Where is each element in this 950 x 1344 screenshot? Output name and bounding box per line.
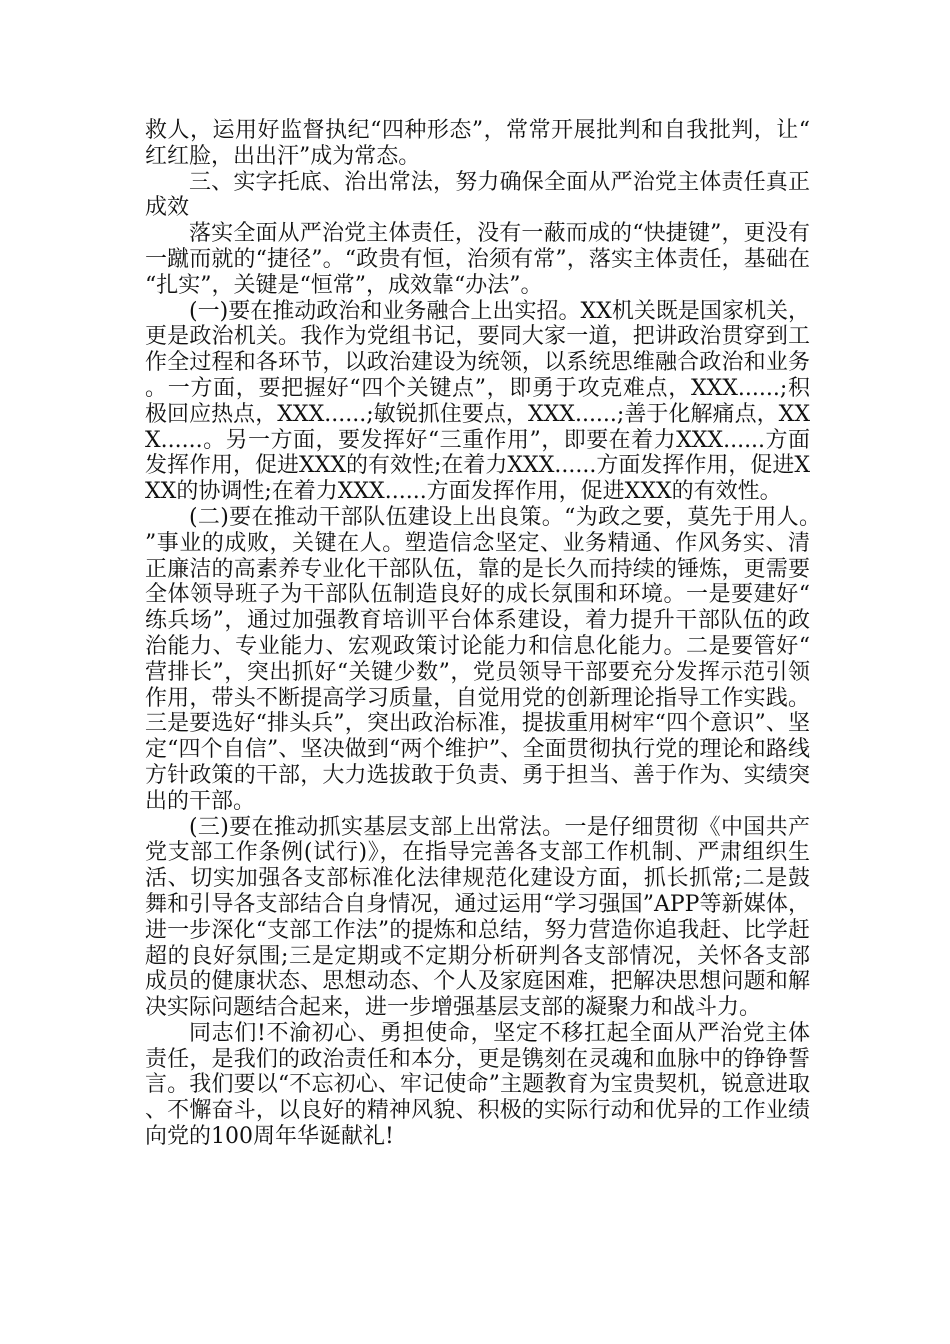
paragraph-point-3: (三)要在推动抓实基层支部上出常法。一是仔细贯彻《中国共产党支部工作条例(试行)》，在指导完善各支部工作机制、严肃组织生活、切实加强各支部标准化法律规范化建设方面，抓长抓常;二是鼓舞和引导各支部结合自身情况，通过运用“学习强国”APP等新媒体，进一步深化“支部工作法”的提炼和总结，努力营造你追我赶、比学赶超的良好氛围;三是定期或不定期分析研判各支部情况，关怀各支部成员的健康状态、思想动态、个人及家庭困难，把解决思想问题和解决实际问题结合起来，进一步增强基层支部的凝聚力和战斗力。 [145, 814, 810, 1021]
paragraph-point-2: (二)要在推动干部队伍建设上出良策。“为政之要，莫先于用人。”事业的成败，关键在人。塑造信念坚定、业务精通、作风务实、清正廉洁的高素养专业化干部队伍，靠的是长久而持续的锤炼，更需要全体领导班子为干部队伍制造良好的成长氛围和环境。一是要建好“练兵场”，通过加强教育培训平台体系建设，着力提升干部队伍的政治能力、专业能力、宏观政策讨论能力和信息化能力。二是要管好“营排长”，突出抓好“关键少数”，党员领导干部要充分发挥示范引领作用，带头不断提高学习质量，自觉用党的创新理论指导工作实践。三是要选好“排头兵”，突出政治标准，提拔重用树牢“四个意识”、坚定“四个自信”、坚决做到“两个维护”、全面贯彻执行党的理论和路线方针政策的干部，大力选拔敢于负责、勇于担当、善于作为、实绩突出的干部。 [145, 504, 810, 814]
section-heading: 三、实字托底、治出常法，努力确保全面从严治党主体责任真正成效 [145, 169, 810, 221]
paragraph-closing: 同志们!不渝初心、勇担使命，坚定不移扛起全面从严治党主体责任，是我们的政治责任和本分，更是镌刻在灵魂和血脉中的铮铮誓言。我们要以“不忘初心、牢记使命”主题教育为宝贵契机，锐意进取、不懈奋斗，以良好的精神风貌、积极的实际行动和优异的工作业绩向党的100周年华诞献礼! [145, 1020, 810, 1150]
document-body [145, 118, 810, 1150]
paragraph-continuation: 救人，运用好监督执纪“四种形态”，常常开展批判和自我批判，让“红红脸，出出汗”成为常态。 [145, 118, 810, 169]
paragraph-point-1: (一)要在推动政治和业务融合上出实招。XX机关既是国家机关，更是政治机关。我作为党组书记，要同大家一道，把讲政治贯穿到工作全过程和各环节，以政治建设为统领，以系统思维融合政治和业务。一方面，要把握好“四个关键点”，即勇于攻克难点，XXX......;积极回应热点，XXX......;敏锐抓住要点，XXX......;善于化解痛点，XXX......。另一方面，要发挥好“三重作用”，即要在着力XXX......方面发挥作用，促进XXX的有效性;在着力XXX......方面发挥作用，促进XXX的协调性;在着力XXX......方面发挥作用，促进XXX的有效性。 [145, 298, 811, 505]
paragraph-intro: 落实全面从严治党主体责任，没有一蔽而成的“快捷键”，更没有一蹴而就的“捷径”。“政贵有恒，治须有常”，落实主体责任，基础在“扎实”，关键是“恒常”，成效靠“办法”。 [145, 221, 810, 298]
